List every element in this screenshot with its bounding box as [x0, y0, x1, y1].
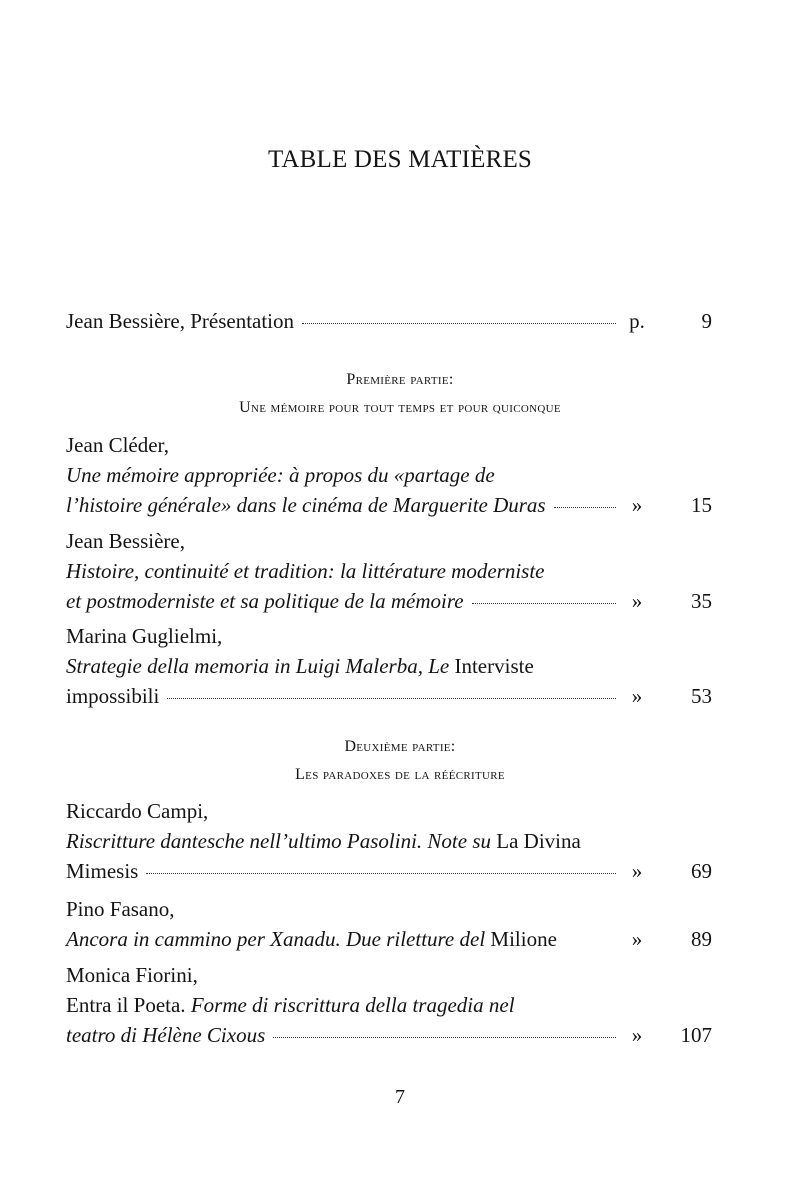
page-number: 53: [691, 684, 712, 708]
toc-entry: [66, 526, 712, 616]
ditto-mark: »: [631, 589, 643, 613]
part-subtitle: Une mémoire pour tout temps et pour quiconque: [239, 399, 561, 416]
page-title: TABLE DES MATIÈRES: [267, 146, 533, 173]
page-number: 69: [691, 859, 712, 883]
entry-author: Jean Bessière,: [66, 529, 185, 553]
toc-entry: [66, 894, 712, 954]
entry-title-line: Histoire, continuité et tradition: la littérature moderniste: [66, 559, 545, 583]
entry-title-line: Strategie della memoria in Luigi Malerba, Le Interviste: [66, 654, 534, 678]
folio-page-number: 7: [395, 1086, 405, 1108]
dot-leader: [554, 507, 616, 508]
page-number: 107: [680, 1023, 712, 1047]
part-heading-2: [0, 733, 800, 789]
page-prefix: p.: [629, 309, 645, 333]
entry-title-line: et postmoderniste et sa politique de la mémoire: [66, 589, 464, 613]
entry-title-line: l’histoire générale» dans le cinéma de Marguerite Duras: [66, 493, 546, 517]
entry-title-line: Mimesis: [66, 859, 139, 883]
entry-title-line: Riscritture dantesche nell’ultimo Pasolini. Note su La Divina: [66, 829, 581, 853]
ditto-mark: »: [631, 859, 643, 883]
page-number: 35: [691, 589, 712, 613]
entry-author: Monica Fiorini,: [66, 963, 198, 987]
ditto-mark: »: [631, 684, 643, 708]
entry-title-line: Une mémoire appropriée: à propos du «partage de: [66, 463, 495, 487]
page-number: 9: [701, 309, 712, 333]
part-label: Deuxième partie:: [344, 738, 456, 755]
ditto-mark: »: [631, 1023, 643, 1047]
toc-entry: [66, 960, 712, 1050]
entry-title-line: teatro di Hélène Cixous: [66, 1023, 266, 1047]
ditto-mark: »: [631, 493, 643, 517]
dot-leader: [472, 603, 616, 604]
entry-title-line: impossibili: [66, 684, 160, 708]
toc-entry: [66, 621, 712, 711]
part-label: Première partie:: [346, 371, 454, 388]
dot-leader: [302, 323, 616, 324]
entry-title-line: Entra il Poeta. Forme di riscrittura della tragedia nel: [66, 993, 515, 1017]
entry-text: Jean Bessière, Présentation: [66, 309, 295, 333]
dot-leader: [146, 873, 616, 874]
dot-leader: [167, 698, 616, 699]
ditto-mark: »: [631, 927, 643, 951]
entry-author: Jean Cléder,: [66, 433, 169, 457]
toc-entry: [66, 430, 712, 520]
entry-author: Pino Fasano,: [66, 897, 175, 921]
page-number: 15: [691, 493, 712, 517]
dot-leader: [273, 1037, 616, 1038]
entry-author: Marina Guglielmi,: [66, 624, 223, 648]
entry-title-line: Ancora in cammino per Xanadu. Due riletture del Milione: [66, 927, 557, 951]
part-subtitle: Les paradoxes de la réécriture: [295, 766, 505, 783]
entry-author: Riccardo Campi,: [66, 799, 209, 823]
toc-entry: [66, 796, 712, 886]
page-number: 89: [691, 927, 712, 951]
part-heading-1: [0, 366, 800, 422]
toc-entry-presentation: [66, 306, 712, 336]
